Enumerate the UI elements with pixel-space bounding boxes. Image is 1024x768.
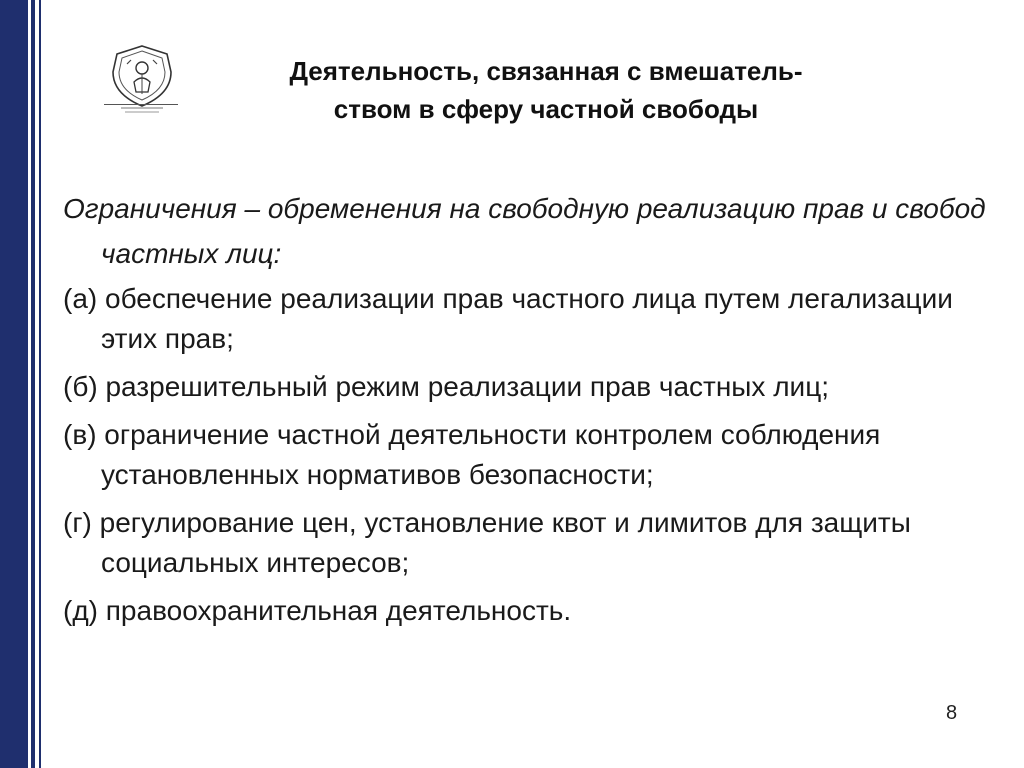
slide-title [190,52,902,128]
slide-body [63,186,1003,639]
intro-text: Ограничения – обременения на свободную реализацию прав и свобод частных лиц: [63,193,986,269]
list-item-a: (а) обеспечение реализации прав частного лица путем легализации этих прав; [63,283,953,354]
list-item-b: (б) разрешительный режим реализации прав частных лиц; [63,371,830,402]
title-line-2: ством в сферу частной свободы [333,94,759,124]
left-border-bar [0,0,28,768]
page-number: 8 [946,702,958,724]
logo-underline [104,104,178,105]
list-item-d: (г) регулирование цен, установление квот и лимитов для защиты социальных интересов; [63,507,911,578]
left-border-stripe [31,0,35,768]
left-border-thin-stripe [39,0,41,768]
list-item-c: (в) ограничение частной деятельности контролем соблюдения установленных нормативов безопасности; [63,419,881,490]
list-item-e: (д) правоохранительная деятельность. [63,595,572,626]
title-line-1: Деятельность, связанная с вмешатель- [289,56,803,86]
university-crest-icon [101,42,183,118]
